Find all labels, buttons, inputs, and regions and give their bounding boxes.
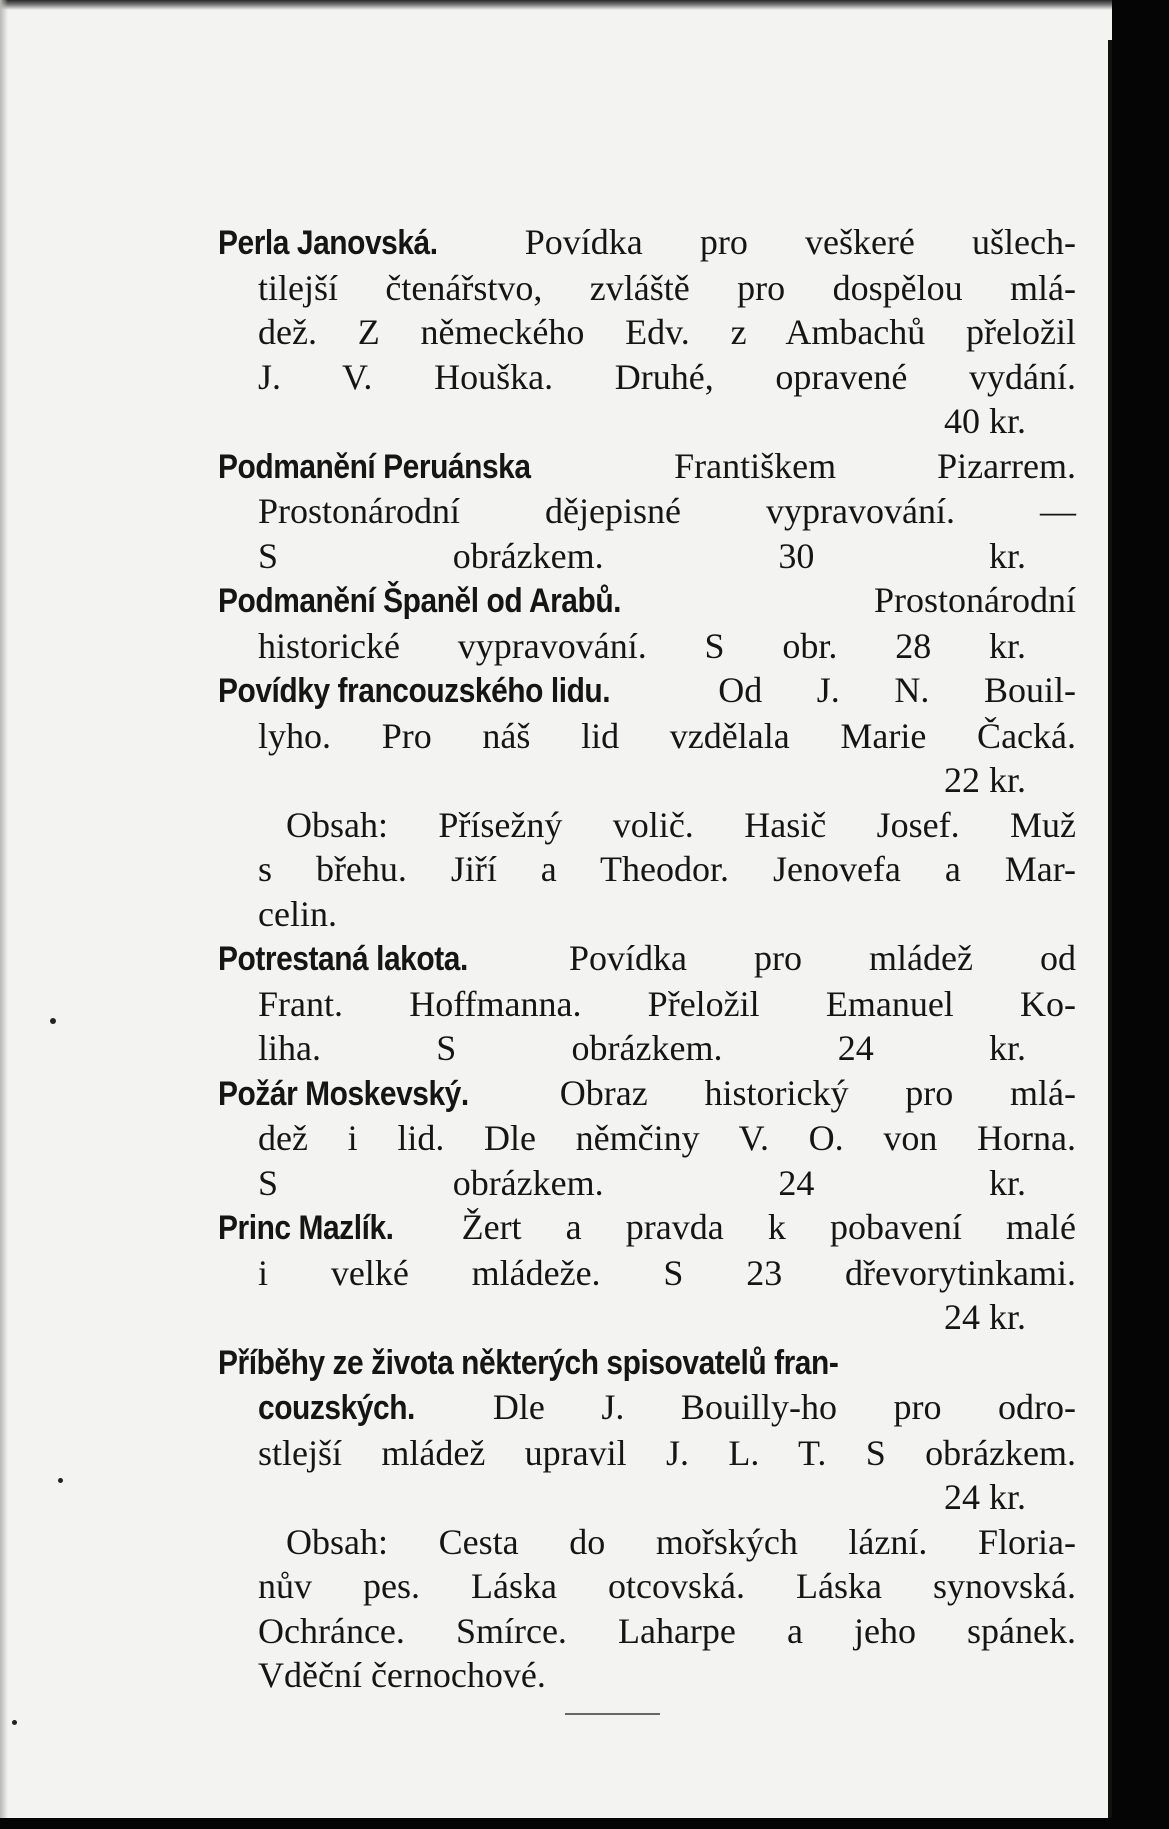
entry-title: Požár Moskevský. [218,1074,469,1113]
entry-text-line: Povídka pro veškeré ušlech- [524,222,1076,262]
entry-text-line: stlejší mládež upravil J. L. T. S obrázkem. [258,1432,1076,1473]
entry-text-line: Povídka pro mládež od [568,938,1076,978]
entry-text-line: Prostonárodní dějepisné vypravování. — [258,491,1076,531]
contents-line: Obsah: Cesta do mořských lázní. Floria- [286,1521,1076,1562]
entry-text-line: S obrázkem. [258,535,604,576]
entry-text-line: historické vypravování. S obr. [258,625,838,666]
entry-price: 24 kr. [943,1297,1026,1337]
entry-text-line: dež i lid. Dle němčiny V. O. von Horna. [258,1118,1076,1158]
entry-text-line: dež. Z německého Edv. z Ambachů přeložil [258,312,1076,352]
entry-text-line: J. V. Houška. Druhé, opravené vydání. [258,356,1076,397]
entry-title: Perla Janovská. [218,224,438,262]
entry-text-line: Žert a pravda k pobavení malé [461,1207,1076,1247]
entry-title: couzských. [258,1389,415,1427]
contents-line: nův pes. Láska otcovská. Láska synovská. [258,1566,1076,1606]
entry-price: 30 kr. [778,535,1026,576]
entry-contents [218,803,1076,937]
entry-title: Příběhy ze života některých spisovatelů fran- [218,1343,839,1382]
entry-text-line: lyho. Pro náš lid vzdělala Marie Čacká. [258,715,1076,756]
catalog-entry [218,1205,1076,1340]
entry-text-line: Obraz historický pro mlá- [559,1072,1076,1113]
page-left-edge [0,0,8,1818]
entry-price: 28 kr. [895,625,1026,666]
contents-line: Vděční černochové. [258,1655,546,1695]
entry-title: Podmanění Španěl od Arabů. [218,582,622,620]
end-rule [565,1713,660,1715]
entry-text-line: Od J. N. Bouil- [718,670,1076,710]
entry-text-line: Prostonárodní [874,580,1076,620]
print-speck [50,1018,56,1024]
contents-line: Obsah: Přísežný volič. Hasič Josef. Muž [286,804,1076,845]
entry-text-line: i velké mládeže. S 23 dřevorytinkami. [258,1252,1076,1293]
print-speck [58,1478,63,1483]
entry-text-line: Františkem Pizarrem. [674,445,1077,486]
contents-line: Ochránce. Smírce. Laharpe a jeho spánek. [258,1610,1076,1651]
catalog-entry [218,444,1076,579]
entry-text-line: Dle J. Bouilly-ho pro odro- [492,1387,1076,1427]
entry-price: 40 kr. [943,401,1026,441]
catalog-entry [218,1340,1076,1698]
entry-title: Potrestaná lakota. [218,940,468,978]
catalog-entry [218,220,1076,444]
entry-price: 24 kr. [837,1028,1026,1068]
catalog-entry [218,936,1076,1071]
contents-line: celin. [258,893,337,934]
entry-text-line: liha. S obrázkem. [258,1028,723,1068]
entry-contents [218,1520,1076,1698]
contents-line: s břehu. Jiří a Theodor. Jenovefa a Mar- [258,849,1076,889]
page-frame-line [1108,40,1112,1818]
entry-text-line: Frant. Hoffmanna. Přeložil Emanuel Ko- [258,983,1076,1024]
catalog-text [218,220,1076,1698]
entry-text-line: tilejší čtenářstvo, zvláště pro dospělou mlá- [258,267,1076,308]
entry-title: Podmanění Peruánska [218,447,531,486]
catalog-entry [218,1071,1076,1206]
catalog-entry [218,578,1076,668]
entry-price: 22 kr. [943,760,1026,800]
entry-text-line: S obrázkem. [258,1162,604,1203]
catalog-entry [218,668,1076,936]
print-speck [12,1720,17,1725]
page-top-edge [0,0,1112,10]
entry-title: Povídky francouzského lidu. [218,672,611,710]
entry-price: 24 kr. [778,1162,1026,1203]
entry-price: 24 kr. [943,1477,1026,1517]
entry-title: Princ Mazlík. [218,1209,394,1247]
